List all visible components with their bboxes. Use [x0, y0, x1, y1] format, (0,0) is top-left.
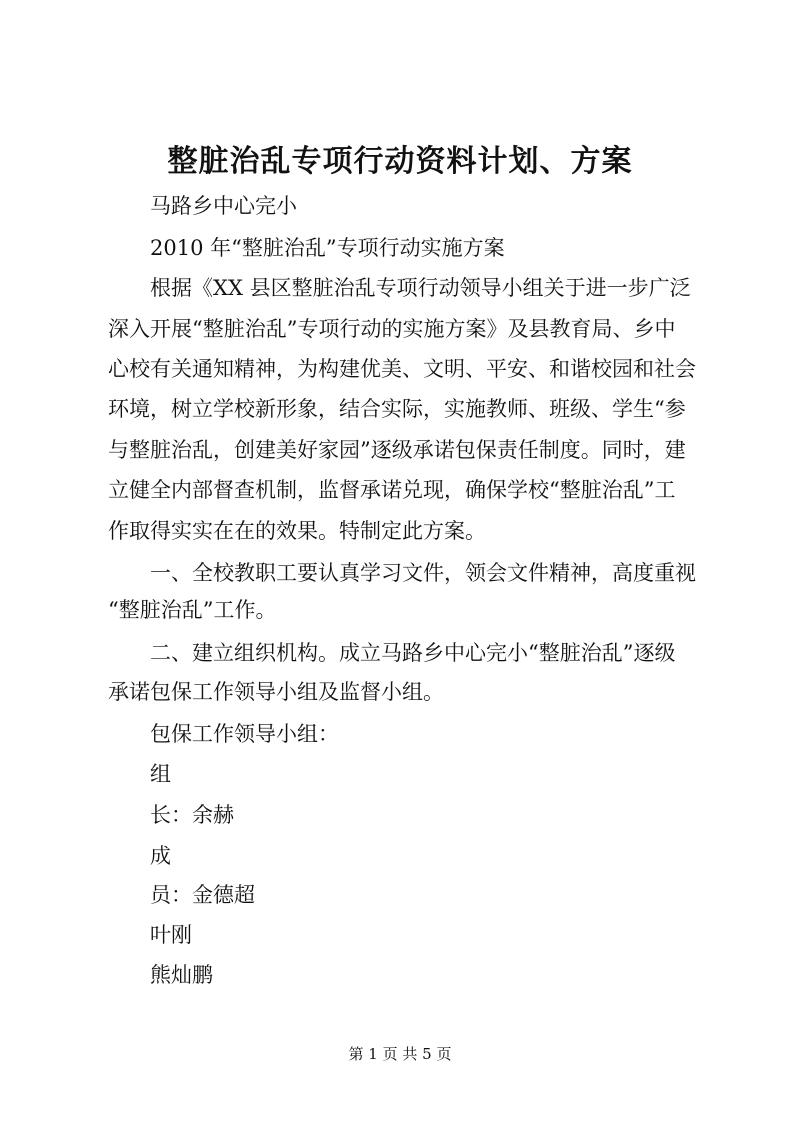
paragraph-line: 根据《XX 县区整脏治乱专项行动领导小组关于进一步广泛 [150, 276, 691, 300]
page-number-footer: 第 1 页 共 5 页 [348, 1045, 452, 1063]
section-two-line: 承诺包保工作领导小组及监督小组。 [108, 680, 444, 704]
paragraph-line: 立健全内部督查机制，监督承诺兑现，确保学校“整脏治乱”工 [108, 478, 676, 502]
member-label-part-1: 成 [150, 844, 171, 868]
section-one-line: 一、全校教职工要认真学习文件，领会文件精神，高度重视 [150, 561, 696, 585]
paragraph-line: 作取得实实在在的效果。特制定此方案。 [108, 519, 486, 543]
paragraph-line: 深入开展“整脏治乱”专项行动的实施方案》及县教育局、乡中 [108, 317, 676, 341]
school-name-line: 马路乡中心完小 [150, 194, 297, 218]
group-leader-label-part-1: 组 [150, 762, 171, 786]
member-name: 熊灿鹏 [150, 963, 213, 987]
section-one-line: “整脏治乱”工作。 [108, 598, 277, 622]
member-line: 员：金德超 [150, 883, 255, 907]
section-two-line: 二、建立组织机构。成立马路乡中心完小“整脏治乱”逐级 [150, 641, 676, 665]
paragraph-line: 心校有关通知精神，为构建优美、文明、平安、和谐校园和社会 [108, 357, 696, 381]
document-title: 整脏治乱专项行动资料计划、方案 [167, 144, 633, 179]
paragraph-line: 与整脏治乱，创建美好家园”逐级承诺包保责任制度。同时，建 [108, 438, 686, 462]
paragraph-line: 环境，树立学校新形象，结合实际，实施教师、班级、学生“参 [108, 397, 686, 421]
leadership-group-heading: 包保工作领导小组： [150, 722, 339, 746]
group-leader-line: 长：余赫 [150, 803, 234, 827]
plan-title-line: 2010 年“整脏治乱”专项行动实施方案 [150, 236, 505, 260]
member-name: 叶刚 [150, 923, 192, 947]
